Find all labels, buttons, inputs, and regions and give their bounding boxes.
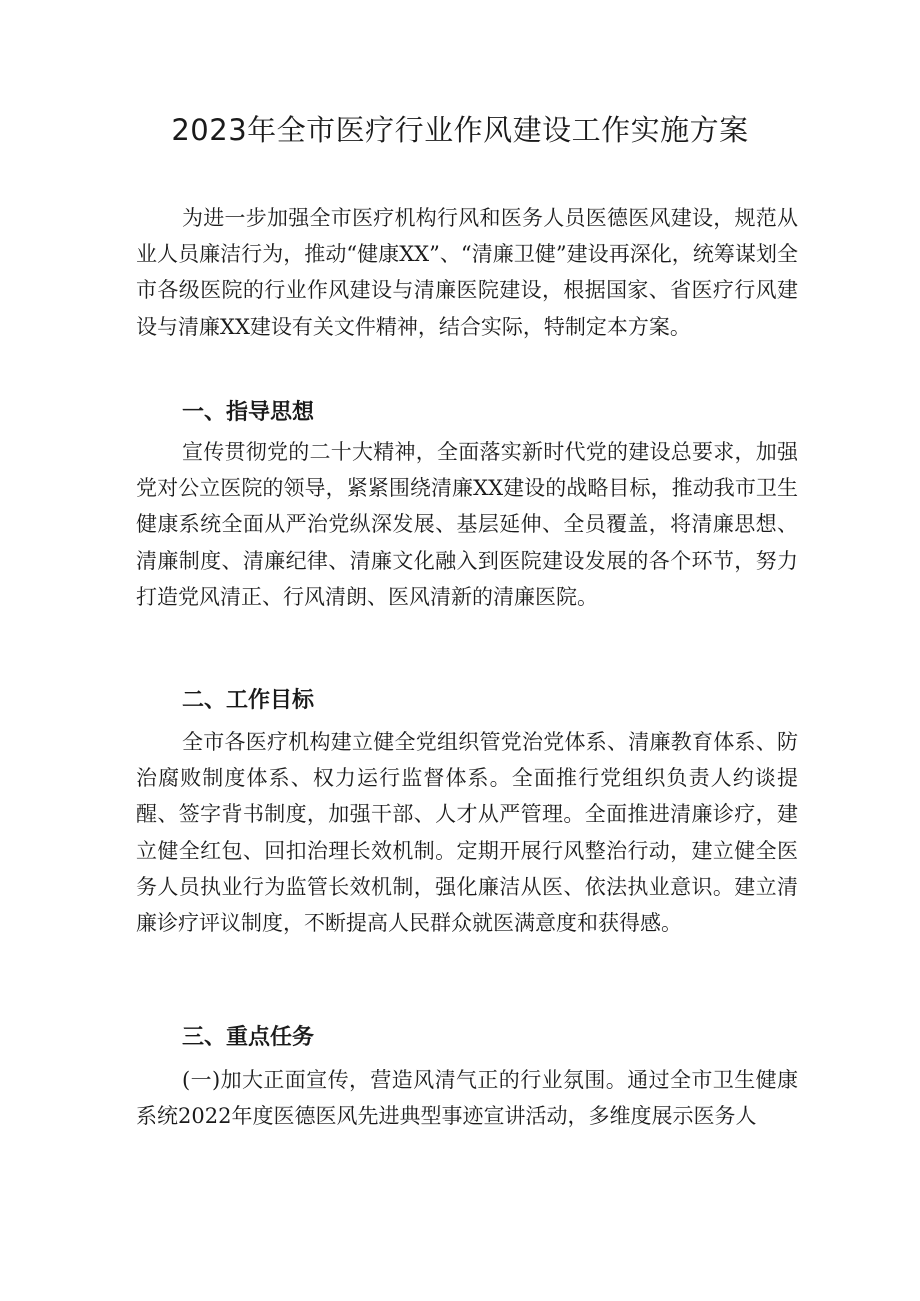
section-heading-key-tasks: 三、重点任务 — [182, 1025, 315, 1050]
section-paragraph-work-goals: 全市各医疗机构建立健全党组织管党治党体系、清廉教育体系、防治腐败制度体系、权力运行监督体系。全面推行党组织负责人约谈提醒、签字背书制度，加强干部、人才从严管理。全面推进清廉诊疗，建立健全红包、回扣治理长效机制。定期开展行风整治行动，建立健全医务人员执业行为监管长效机制，强化廉洁从医、依法执业意识。建立清廉诊疗评议制度，不断提高人民群众就医满意度和获得感。 — [136, 730, 798, 936]
section-paragraph-key-tasks: (一)加大正面宣传，营造风清气正的行业氛围。通过全市卫生健康系统2022年度医德医风先进典型事迹宣讲活动，多维度展示医务人 — [136, 1068, 798, 1129]
document-title: 2023年全市医疗行业作风建设工作实施方案 — [171, 113, 749, 147]
section-paragraph-guiding-ideology: 宣传贯彻党的二十大精神，全面落实新时代党的建设总要求，加强党对公立医院的领导，紧紧围绕清廉XX建设的战略目标，推动我市卫生健康系统全面从严治党纵深发展、基层延伸、全员覆盖，将清廉思想、清廉制度、清廉纪律、清廉文化融入到医院建设发展的各个环节，努力打造党风清正、行风清朗、医风清新的清廉医院。 — [136, 440, 798, 609]
section-heading-work-goals: 二、工作目标 — [182, 688, 315, 713]
intro-paragraph: 为进一步加强全市医疗机构行风和医务人员医德医风建设，规范从业人员廉洁行为，推动“健康XX”、“清廉卫健”建设再深化，统筹谋划全市各级医院的行业作风建设与清廉医院建设，根据国家、省医疗行风建设与清廉XX建设有关文件精神，结合实际，特制定本方案。 — [136, 206, 798, 339]
section-heading-guiding-ideology: 一、指导思想 — [182, 400, 315, 425]
